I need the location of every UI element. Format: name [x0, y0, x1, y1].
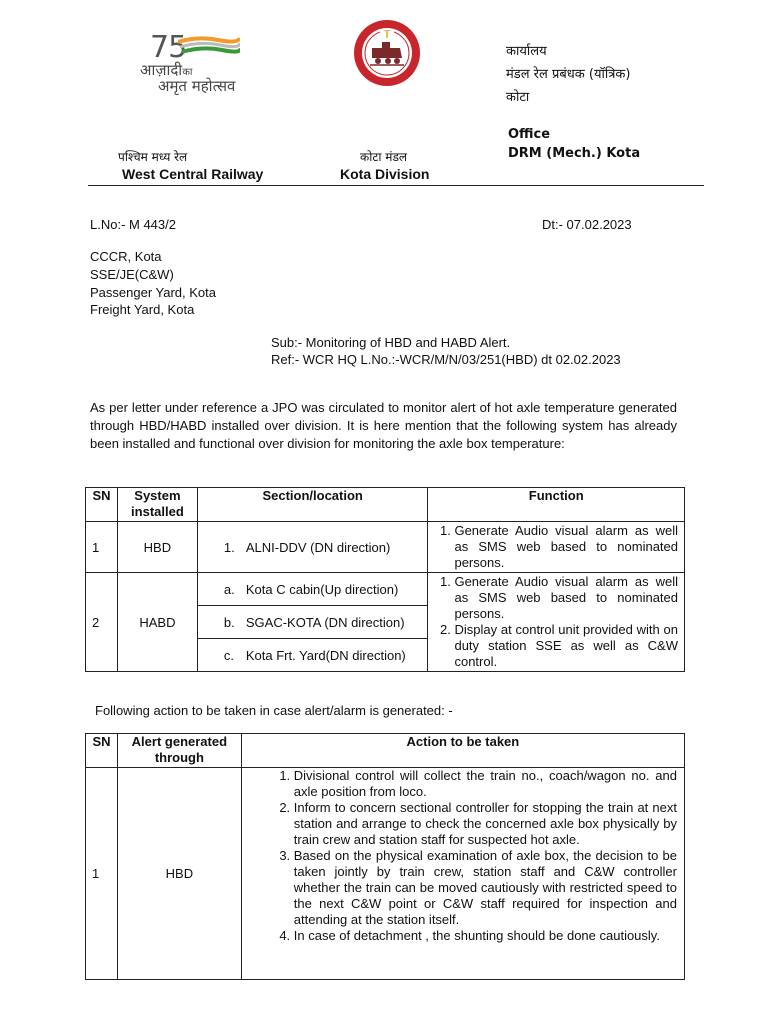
subject-line: Sub:- Monitoring of HBD and HABD Alert.	[271, 335, 511, 350]
azadi-number: 75	[150, 30, 187, 65]
office-english-line: DRM (Mech.) Kota	[508, 146, 641, 161]
action-item: 4. In case of detachment , the shunting should be done cautiously.	[294, 928, 677, 944]
office-hindi-line: मंडल रेल प्रबंधक (यॉत्रिक)	[506, 67, 631, 82]
letter-date: Dt:- 07.02.2023	[542, 217, 632, 232]
location-item	[198, 573, 428, 606]
function-item: 1. Generate Audio visual alarm as well as SMS web based to nominated persons.	[454, 574, 678, 622]
addressee: Passenger Yard, Kota	[90, 285, 216, 300]
table-row	[86, 522, 685, 573]
cell-alert: HBD	[117, 768, 241, 980]
location-marker: b.	[223, 614, 235, 630]
following-text: Following action to be taken in case alert/alarm is generated: -	[95, 703, 453, 718]
addressee: Freight Yard, Kota	[90, 302, 195, 317]
office-hindi-line: कोटा	[506, 90, 530, 105]
location-marker: a.	[223, 581, 235, 597]
column-header: System installed	[117, 488, 197, 522]
azadi-ka-amrit-mahotsav-logo	[140, 30, 260, 100]
addressee: SSE/JE(C&W)	[90, 267, 174, 282]
office-english-block	[508, 125, 640, 163]
subject-block	[271, 334, 621, 368]
column-header: SN	[86, 734, 118, 768]
column-header: Action to be taken	[241, 734, 684, 768]
actions-table	[85, 733, 685, 980]
location-marker: c.	[223, 647, 234, 663]
action-item: 1. Divisional control will collect the train no., coach/wagon no. and axle position from loco.	[294, 768, 677, 800]
column-header: SN	[86, 488, 118, 522]
action-item: 2. Inform to concern sectional controller for stopping the train at next station and arrange to check the concerned axle box physically by train crew and station staff for suspected hot axle.	[294, 800, 677, 848]
function-item: 2. Display at control unit provided with on duty station SSE as well as C&W control.	[454, 622, 678, 670]
column-header: Alert generated through	[117, 734, 241, 768]
location-item	[198, 606, 428, 639]
cell-system: HBD	[117, 522, 197, 573]
cell-sn: 2	[86, 573, 118, 672]
azadi-line2: अमृत महोत्सव	[158, 77, 236, 95]
reference-line: Ref:- WCR HQ L.No.:-WCR/M/N/03/251(HBD) dt 02.02.2023	[271, 352, 621, 367]
table-header-row	[86, 488, 685, 522]
indian-railways-emblem-icon	[352, 18, 422, 88]
tricolor-flag-icon	[178, 36, 240, 56]
azadi-line1-small: का	[182, 67, 193, 78]
cell-sn: 1	[86, 522, 118, 573]
column-header: Function	[428, 488, 685, 522]
location-item	[198, 531, 428, 563]
division-hindi: कोटा मंडल	[360, 150, 408, 164]
cell-location	[197, 573, 428, 672]
location-text: Kota Frt. Yard(DN direction)	[245, 647, 406, 663]
function-item: 1. Generate Audio visual alarm as well as SMS web based to nominated persons.	[454, 523, 678, 571]
office-hindi-line: कार्यालय	[506, 44, 547, 59]
zone-hindi: पश्चिम मध्य रेल	[118, 150, 188, 164]
location-text: Kota C cabin(Up direction)	[245, 581, 399, 597]
office-english-line: Office	[508, 127, 551, 142]
azadi-line1: आज़ादी	[140, 61, 183, 79]
location-text: ALNI-DDV (DN direction)	[245, 539, 391, 555]
cell-function	[428, 573, 685, 672]
addressees	[90, 248, 216, 317]
cell-actions	[241, 768, 684, 980]
table-row	[86, 573, 685, 672]
cell-system: HABD	[117, 573, 197, 672]
addressee: CCCR, Kota	[90, 249, 162, 264]
action-item: 3. Based on the physical examination of axle box, the decision to be taken jointly by train crew, station staff and C&W controller whether the train can be moved cautiously with restricted speed to the next C&W point or C&W staff required for inspection and attending at the station itself.	[294, 848, 677, 928]
column-header: Section/location	[197, 488, 428, 522]
location-text: SGAC-KOTA (DN direction)	[245, 614, 405, 630]
table-row	[86, 768, 685, 980]
body-paragraph: As per letter under reference a JPO was circulated to monitor alert of hot axle temperature generated through HBD/HABD installed over division. It is here mention that the following system has already been installed and functional over division for monitoring the axle box temperature:	[90, 400, 677, 451]
office-hindi-block	[506, 40, 630, 109]
location-item	[198, 639, 428, 671]
systems-table	[85, 487, 685, 672]
cell-function	[428, 522, 685, 573]
header-divider	[88, 185, 704, 186]
location-marker: 1.	[223, 539, 235, 555]
letter-number: L.No:- M 443/2	[90, 217, 176, 232]
cell-sn: 1	[86, 768, 118, 980]
division-english: Kota Division	[340, 166, 430, 182]
cell-location	[197, 522, 428, 573]
zone-english: West Central Railway	[122, 166, 264, 182]
table-header-row	[86, 734, 685, 768]
